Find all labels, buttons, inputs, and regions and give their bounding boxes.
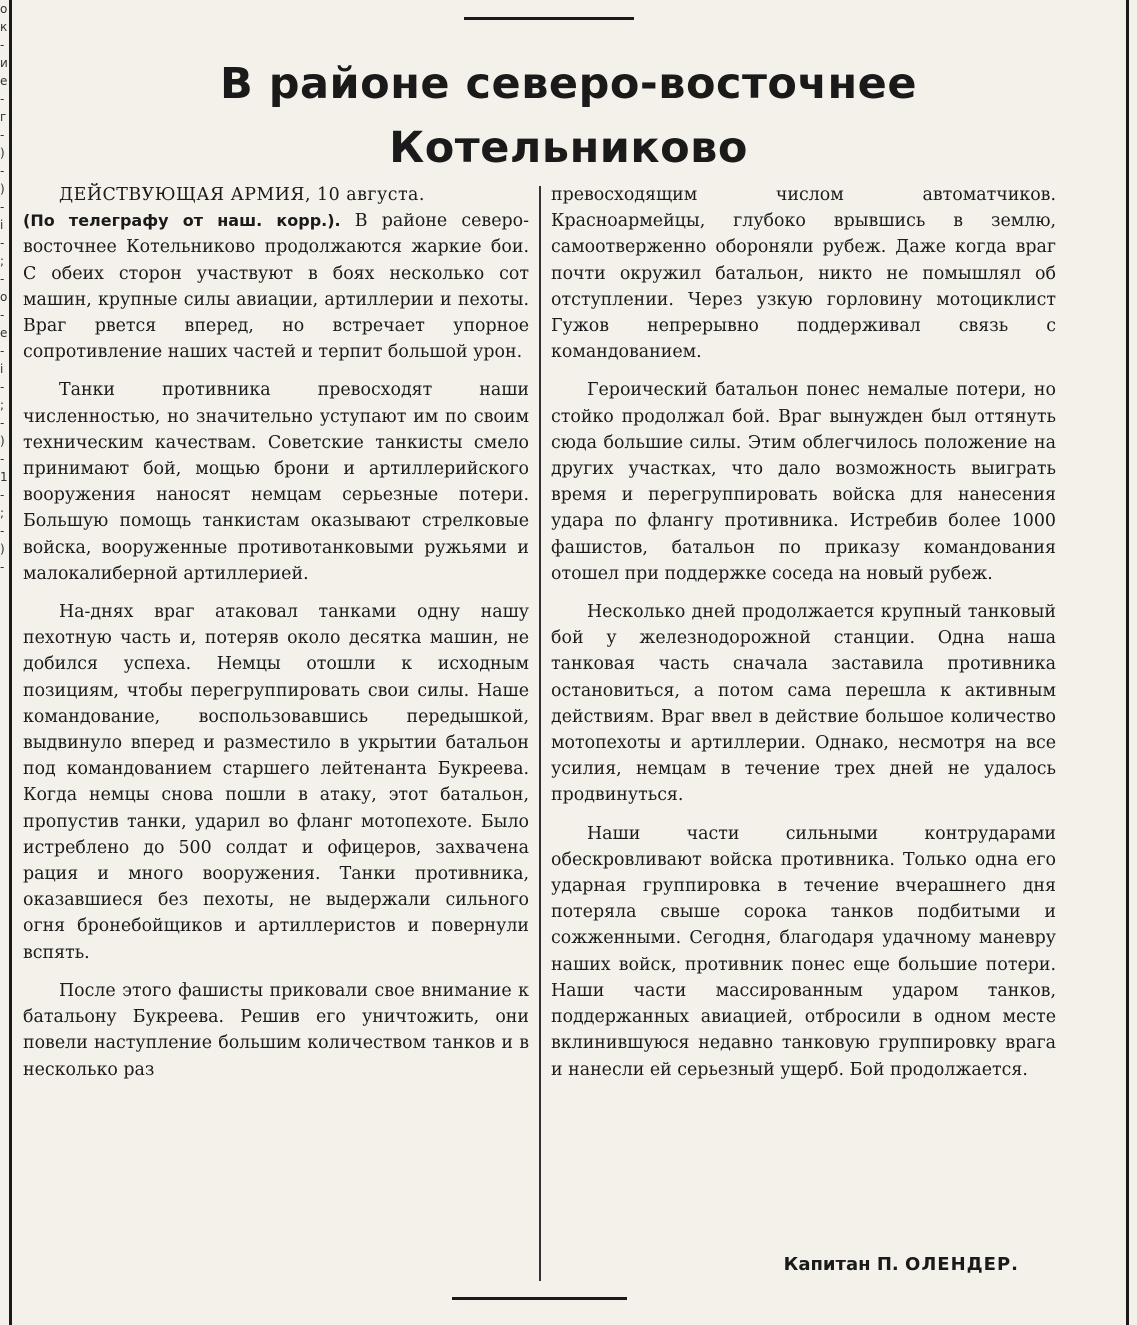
signature-surname: ОЛЕНДЕР. — [905, 1254, 1019, 1275]
telegraph-credit: (По телеграфу от наш. корр.). — [23, 211, 341, 231]
paragraph-3: На-днях враг атаковал танками одну нашу пехотную часть и, потеряв около десятка машин, не добился успеха. Немцы отошли к исходным позициям, чтобы перегруппировать свои силы. Наше командование, воспользовавшись передышкой, выдвинуло вперед и разместило в укрытии батальон под командованием старшего лейтенанта Букреева. Когда немцы снова пошли в атаку, этот батальон, пропустив танки, ударил во фланг мотопехоте. Было истреблено до 500 солдат и офицеров, захвачена рация и много вооружения. Танки противника, оказавшиеся без пехоты, не выдержали сильного огня бронебойщиков и артиллеристов и повернули вспять. — [23, 602, 529, 963]
margin-bleed-text: о к - и е - г - ) - ) - і - ; - о - е - і - ; - ) - 1 - ; - ) - — [0, 2, 8, 574]
right-page-edge — [1126, 0, 1129, 1325]
left-page-edge — [9, 0, 12, 1325]
paragraph-7: Наши части сильными контрударами обескровливают войска противника. Только одна его ударная группировка в течение вчерашнего дня потеряла свыше сорока танков подбитыми и сожженными. Сегодня, благодаря удачному маневру наших войск, противник понес еще большие потери. Наши части массированным ударом танков, поддержанных авиацией, отбросили в одном месте вклинившуюся недавно танковую группировку врага и нанесли ей серьезный ущерб. Бой продолжается. — [551, 823, 1056, 1080]
dateline: ДЕЙСТВУЮЩАЯ АРМИЯ, 10 августа. — [59, 185, 425, 205]
article-column-left — [23, 182, 529, 1095]
column-divider — [539, 186, 541, 1281]
paragraph-5: Героический батальон понес немалые потери, но стойко продолжал бой. Враг вынужден был оттянуть сюда большие силы. Этим облегчилось положение на других участках, что дало возможность выиграть время и перегруппировать войска для нанесения удара по флангу противника. Истребив более 1000 фашистов, батальон по приказу командования отошел при поддержке соседа на новый рубеж. — [551, 380, 1056, 584]
paragraph-4-continued: превосходящим числом автоматчиков. Красноармейцы, глубоко врывшись в землю, самоотверженно обороняли рубеж. Даже когда враг почти окружил батальон, никто не помышлял об отступлении. Через узкую горловину мотоциклист Гужов непрерывно поддерживал связь с командованием. — [551, 185, 1056, 363]
paragraph-1-text: В районе северо-восточнее Котельниково продолжаются жаркие бои. С обеих сторон участвуют в боях несколько сот машин, крупные силы авиации, артиллерии и пехоты. Враг рвется вперед, но встречает упорное сопротивление наших частей и терпит большой урон. — [23, 211, 529, 363]
article-column-right — [551, 182, 1056, 1095]
paragraph-1 — [23, 182, 529, 365]
headline-line-1: В районе северо-восточнее — [219, 59, 917, 109]
paragraph-6: Несколько дней продолжается крупный танковый бой у железнодорожной станции. Одна наша танковая часть сначала заставила противника остановиться, а потом сама перешла к активным действиям. Враг ввел в действие большое количество мотопехоты и артиллерии. Однако, несмотря на все усилия, немцам в течение трех дней не удалось продвинуться. — [551, 602, 1056, 806]
signature-rank: Капитан П. — [783, 1254, 899, 1275]
author-signature — [784, 1254, 1019, 1275]
headline — [40, 52, 1097, 180]
paragraph-2: Танки противника превосходят наши численностью, но значительно уступают им по своим техническим качествам. Советские танкисты смело принимают бой, мощью брони и артиллерийского вооружения наносят немцам серьезные потери. Большую помощь танкистам оказывают стрелковые войска, вооруженные противотанковыми ружьями и малокалиберной артиллерией. — [23, 380, 529, 584]
top-divider-rule — [464, 17, 634, 20]
bottom-divider-rule — [452, 1297, 627, 1300]
paragraph-4-start: После этого фашисты приковали свое внимание к батальону Букреева. Решив его уничтожить, они повели наступление большим количеством танков и в несколько раз — [23, 980, 529, 1080]
headline-line-2: Котельниково — [389, 123, 748, 173]
